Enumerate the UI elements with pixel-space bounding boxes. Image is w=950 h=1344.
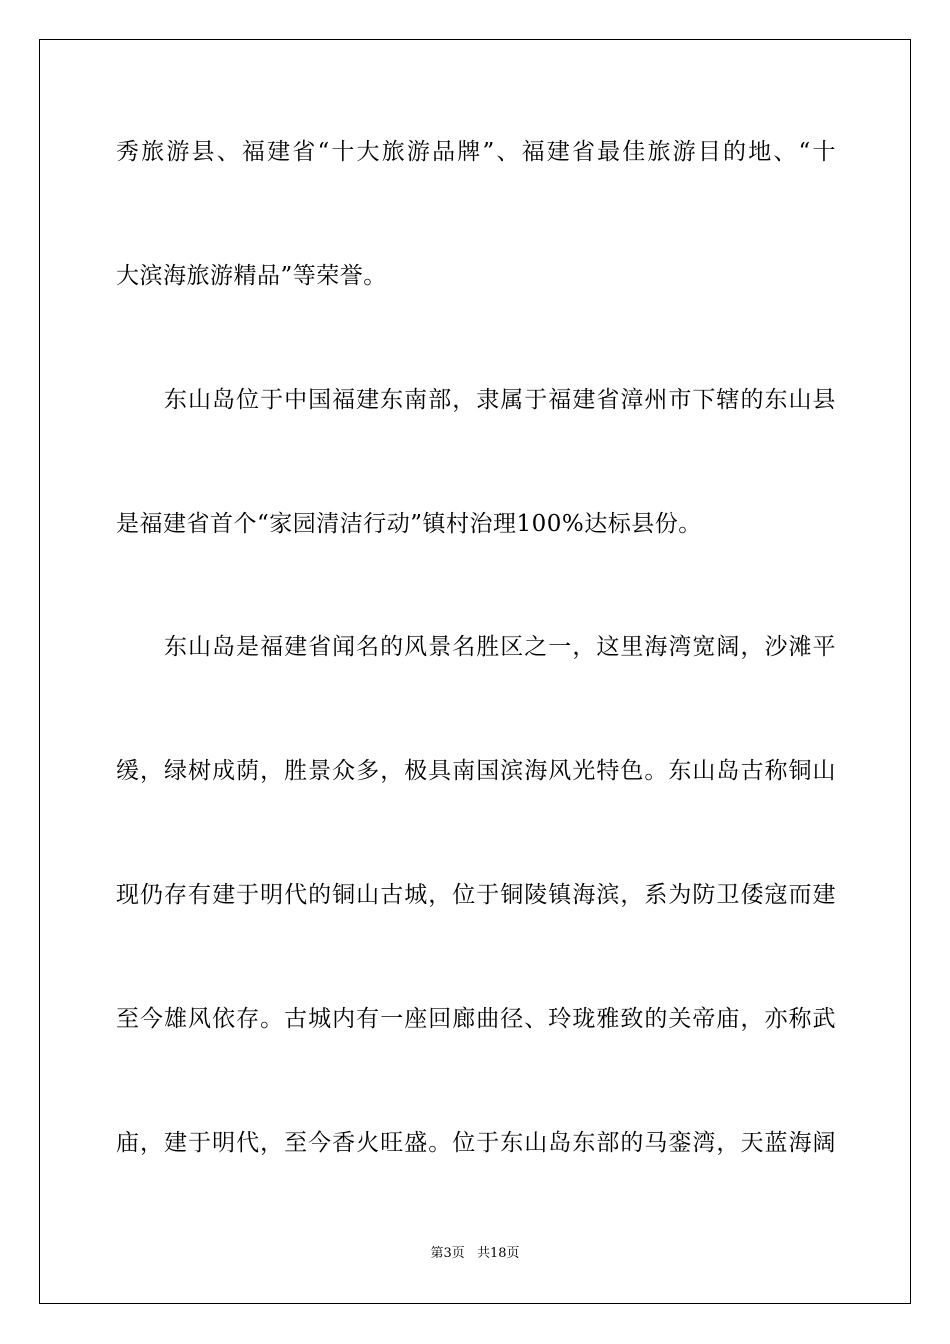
text-line: 东山岛是福建省闻名的风景名胜区之一，这里海湾宽阔，沙滩平 [164,634,836,660]
page-footer [0,1246,950,1262]
text-line: 东山岛位于中国福建东南部，隶属于福建省漳州市下辖的东山县 [164,387,836,413]
text-line: 庙，建于明代，至今香火旺盛。位于东山岛东部的马銮湾，天蓝海阔 [116,1130,836,1156]
text-line: 现仍存有建于明代的铜山古城，位于铜陵镇海滨，系为防卫倭寇而建 [116,882,836,908]
page-number: 第3页 [430,1246,465,1261]
text-line: 缓，绿树成荫，胜景众多，极具南国滨海风光特色。东山岛古称铜山 [116,758,836,784]
text-line: 是福建省首个“家园清洁行动”镇村治理100%达标县份。 [116,511,702,537]
page-total: 共18页 [476,1246,520,1261]
text-line: 至今雄风依存。古城内有一座回廊曲径、玲珑雅致的关帝庙，亦称武 [116,1006,836,1032]
page-border [39,39,911,1304]
text-line: 秀旅游县、福建省“十大旅游品牌”、福建省最佳旅游目的地、“十 [116,139,836,165]
text-line: 大滨海旅游精品”等荣誉。 [116,263,387,289]
